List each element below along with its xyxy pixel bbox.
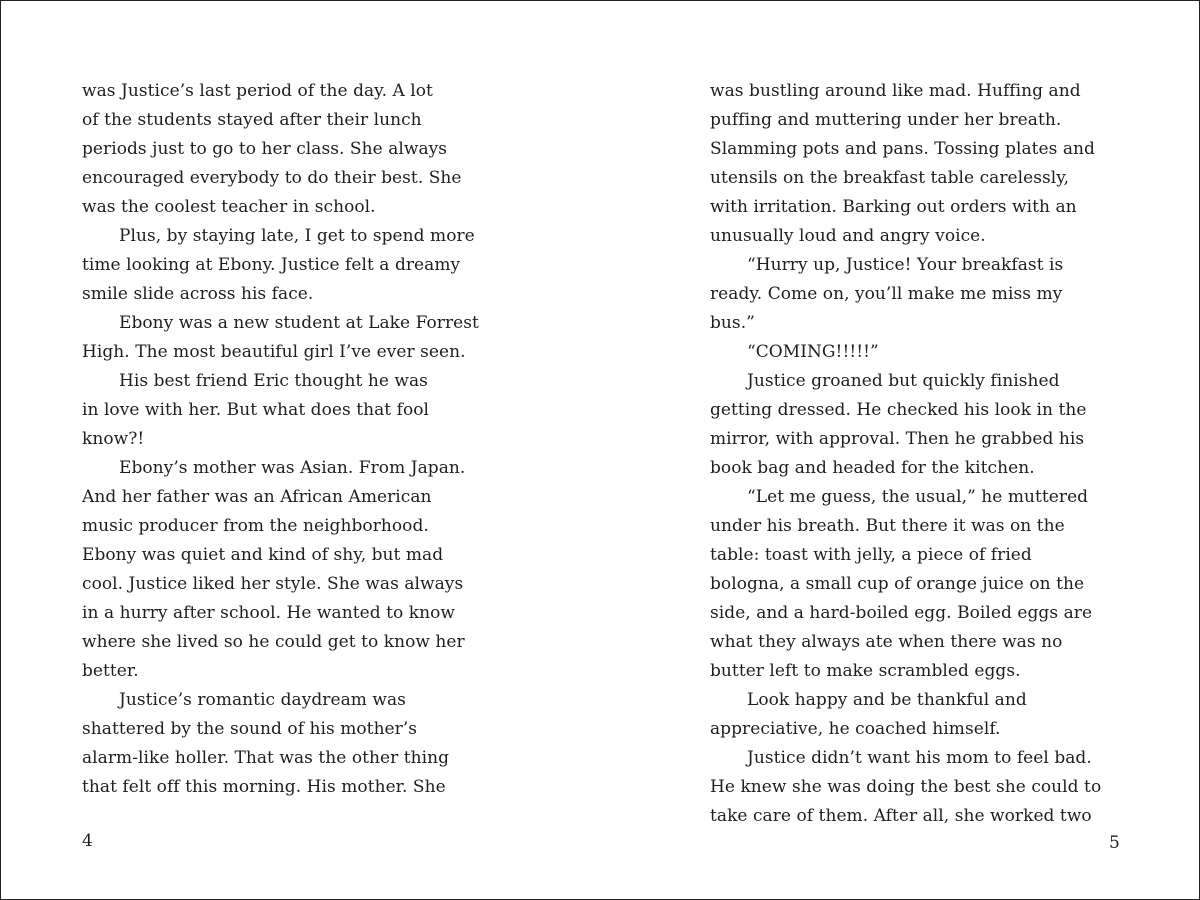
text-line: was Justice’s last period of the day. A lot (82, 81, 433, 101)
text-line: High. The most beautiful girl I’ve ever seen. (82, 342, 466, 362)
text-line: Justice didn’t want his mom to feel bad. (747, 748, 1092, 768)
text-line: book bag and headed for the kitchen. (710, 458, 1035, 478)
text-line: bologna, a small cup of orange juice on the (710, 574, 1085, 594)
text-line: shattered by the sound of his mother’s (82, 719, 418, 739)
text-line: He knew she was doing the best she could to (710, 777, 1102, 797)
text-line: butter left to make scrambled eggs. (710, 661, 1021, 681)
text-line: And her father was an African American (82, 487, 432, 507)
text-line: was bustling around like mad. Huffing and (710, 81, 1081, 101)
text-line: Justice’s romantic daydream was (119, 690, 406, 710)
text-line: Ebony was a new student at Lake Forrest (119, 313, 479, 333)
text-line: getting dressed. He checked his look in the (710, 400, 1087, 420)
text-line: Look happy and be thankful and (747, 690, 1027, 710)
text-line: in love with her. But what does that fool (82, 400, 430, 420)
text-line: mirror, with approval. Then he grabbed his (710, 429, 1085, 449)
text-line: time looking at Ebony. Justice felt a dreamy (82, 255, 461, 275)
text-line: what they always ate when there was no (710, 632, 1063, 652)
text-line: puffing and muttering under her breath. (710, 110, 1062, 130)
page-number-left: 4 (82, 831, 93, 851)
text-line: with irritation. Barking out orders with an (710, 197, 1077, 217)
text-line: smile slide across his face. (82, 284, 314, 304)
text-line: cool. Justice liked her style. She was always (82, 574, 464, 594)
text-line: side, and a hard-boiled egg. Boiled eggs are (710, 603, 1093, 623)
text-line: unusually loud and angry voice. (710, 226, 986, 246)
text-line: encouraged everybody to do their best. She (82, 168, 462, 188)
text-line: bus.” (710, 313, 755, 333)
text-line: better. (82, 661, 139, 681)
text-line: Justice groaned but quickly finished (747, 371, 1060, 391)
text-line: music producer from the neighborhood. (82, 516, 429, 536)
text-line: that felt off this morning. His mother. She (82, 777, 446, 797)
text-line: appreciative, he coached himself. (710, 719, 1001, 739)
text-line: table: toast with jelly, a piece of fried (710, 545, 1032, 565)
page-number-right: 5 (1109, 833, 1120, 853)
text-line: Plus, by staying late, I get to spend more (119, 226, 475, 246)
text-line: periods just to go to her class. She always (82, 139, 448, 159)
text-line: ready. Come on, you’ll make me miss my (710, 284, 1063, 304)
text-line: alarm-like holler. That was the other thing (82, 748, 450, 768)
text-line: take care of them. After all, she worked two (710, 806, 1092, 826)
text-line: “Let me guess, the usual,” he muttered (747, 487, 1089, 507)
text-line: Slamming pots and pans. Tossing plates and (710, 139, 1095, 159)
text-line: “COMING!!!!!” (747, 342, 879, 362)
text-line: Ebony’s mother was Asian. From Japan. (119, 458, 466, 478)
text-line: know?! (82, 429, 145, 449)
text-line: was the coolest teacher in school. (82, 197, 376, 217)
text-line: of the students stayed after their lunch (82, 110, 422, 130)
text-line: in a hurry after school. He wanted to know (82, 603, 455, 623)
text-line: under his breath. But there it was on the (710, 516, 1065, 536)
text-line: utensils on the breakfast table carelessly, (710, 168, 1070, 188)
text-line: “Hurry up, Justice! Your breakfast is (747, 255, 1064, 275)
text-line: where she lived so he could get to know her (82, 632, 465, 652)
text-line: His best friend Eric thought he was (119, 371, 428, 391)
text-line: Ebony was quiet and kind of shy, but mad (82, 545, 444, 565)
